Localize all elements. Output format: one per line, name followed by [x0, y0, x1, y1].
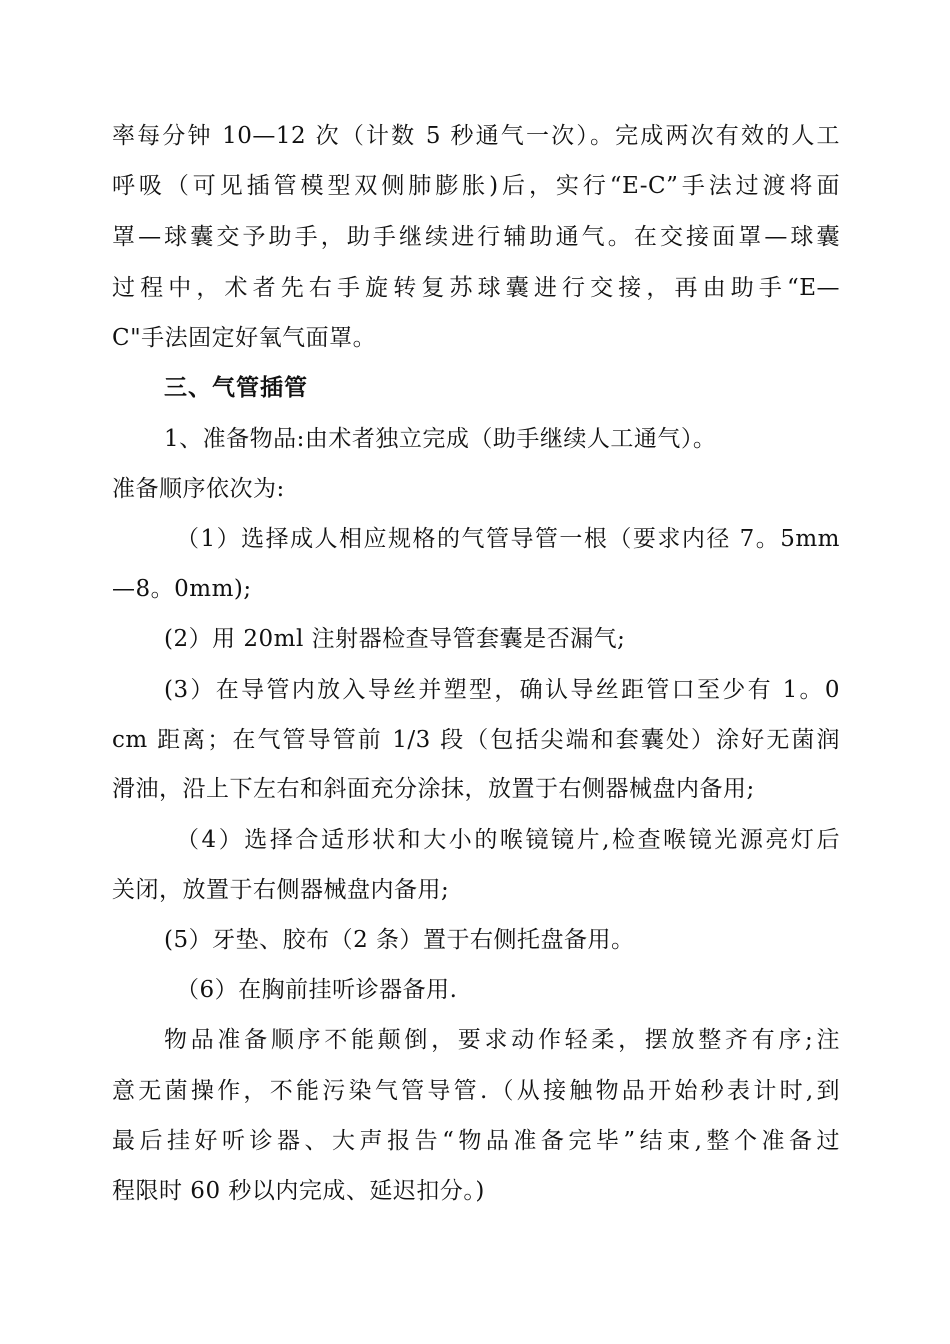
paragraph-line: 过程中，术者先右手旋转复苏球囊进行交接，再由助手“E— [112, 275, 840, 301]
paragraph-line: C"手法固定好氧气面罩。 [112, 325, 377, 351]
paragraph-line: 物品准备顺序不能颠倒，要求动作轻柔，摆放整齐有序;注 [164, 1027, 840, 1053]
section-heading: 三、气管插管 [164, 374, 308, 401]
paragraph-line: 呼吸（可见插管模型双侧肺膨胀)后，实行“E-C”手法过渡将面 [112, 173, 840, 199]
paragraph-line: 1、准备物品:由术者独立完成（助手继续人工通气）。 [164, 426, 717, 452]
list-item-line: （6）在胸前挂听诊器备用. [176, 977, 458, 1003]
paragraph-line: 意无菌操作，不能污染气管导管.（从接触物品开始秒表计时,到 [112, 1078, 840, 1104]
paragraph-line: 最后挂好听诊器、大声报告“物品准备完毕”结束,整个准备过 [112, 1128, 840, 1154]
paragraph-line: 率每分钟 10—12 次（计数 5 秒通气一次）。完成两次有效的人工 [112, 123, 840, 149]
list-item-line: 关闭，放置于右侧器械盘内备用; [112, 877, 450, 903]
list-item-line: (5）牙垫、胶布（2 条）置于右侧托盘备用。 [164, 927, 635, 953]
list-item-line: cm 距离；在气管导管前 1/3 段（包括尖端和套囊处）涂好无菌润 [112, 727, 840, 753]
list-item-line: —8。0mm); [112, 576, 252, 602]
list-item-line: （1）选择成人相应规格的气管导管一根（要求内径 7。5mm [176, 526, 840, 552]
list-item-line: (2）用 20ml 注射器检查导管套囊是否漏气; [164, 626, 626, 652]
paragraph-line: 准备顺序依次为: [112, 476, 285, 502]
list-item-line: 滑油，沿上下左右和斜面充分涂抹，放置于右侧器械盘内备用; [112, 776, 755, 802]
paragraph-line: 罩—球囊交予助手，助手继续进行辅助通气。在交接面罩—球囊 [112, 224, 840, 250]
list-item-line: (3）在导管内放入导丝并塑型，确认导丝距管口至少有 1。0 [164, 677, 840, 703]
paragraph-line: 程限时 60 秒以内完成、延迟扣分。) [112, 1178, 485, 1204]
list-item-line: （4）选择合适形状和大小的喉镜镜片,检查喉镜光源亮灯后 [176, 827, 840, 853]
